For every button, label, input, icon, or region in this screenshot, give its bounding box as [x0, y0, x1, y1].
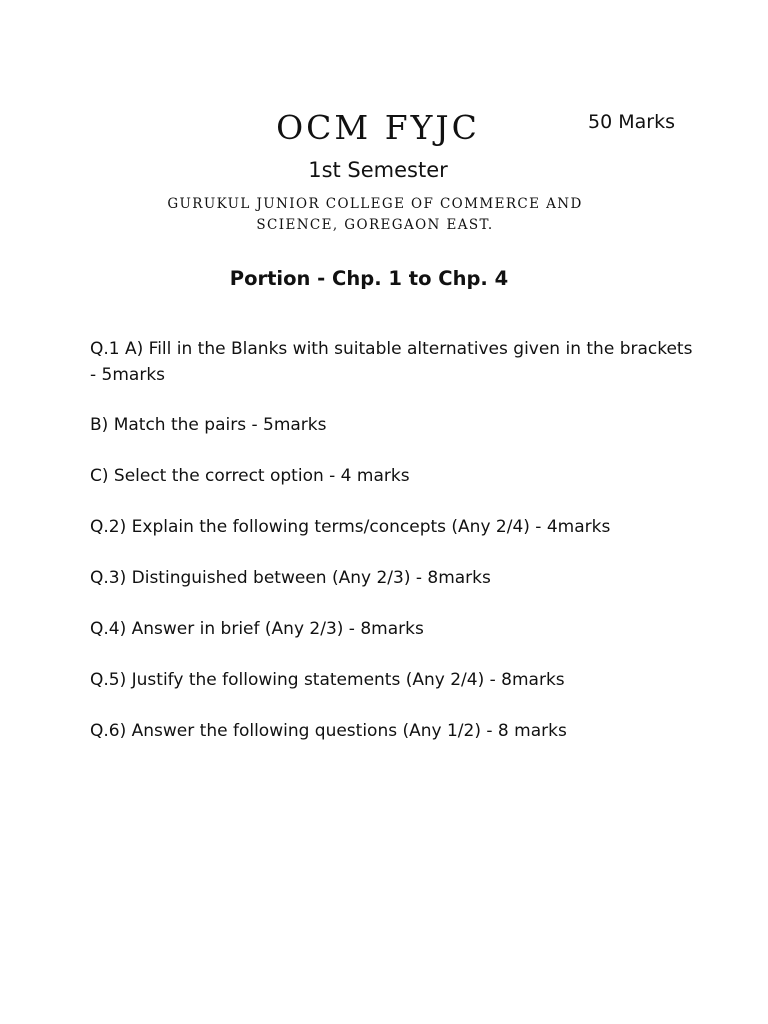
college-name-line-1: GURUKUL JUNIOR COLLEGE OF COMMERCE AND	[167, 196, 583, 212]
question-item: Q.2) Explain the following terms/concepts (Any 2/4) - 4marks	[90, 517, 611, 537]
question-item: Q.3) Distinguished between (Any 2/3) - 8marks	[90, 568, 491, 588]
total-marks: 50 Marks	[588, 111, 675, 133]
college-name	[140, 194, 610, 236]
exam-title: OCM FYJC	[276, 108, 480, 147]
college-name-line-2: SCIENCE, GOREGAON EAST.	[256, 217, 494, 233]
question-list	[90, 336, 700, 769]
question-item: B) Match the pairs - 5marks	[90, 415, 327, 435]
question-item: Q.5) Justify the following statements (Any 2/4) - 8marks	[90, 670, 565, 690]
question-item: Q.4) Answer in brief (Any 2/3) - 8marks	[90, 619, 424, 639]
question-item: C) Select the correct option - 4 marks	[90, 466, 410, 486]
question-item: Q.1 A) Fill in the Blanks with suitable alternatives given in the brackets - 5marks	[90, 339, 693, 385]
semester-label: 1st Semester	[308, 158, 448, 182]
portion-heading: Portion - Chp. 1 to Chp. 4	[229, 267, 509, 290]
question-item: Q.6) Answer the following questions (Any 1/2) - 8 marks	[90, 721, 567, 741]
